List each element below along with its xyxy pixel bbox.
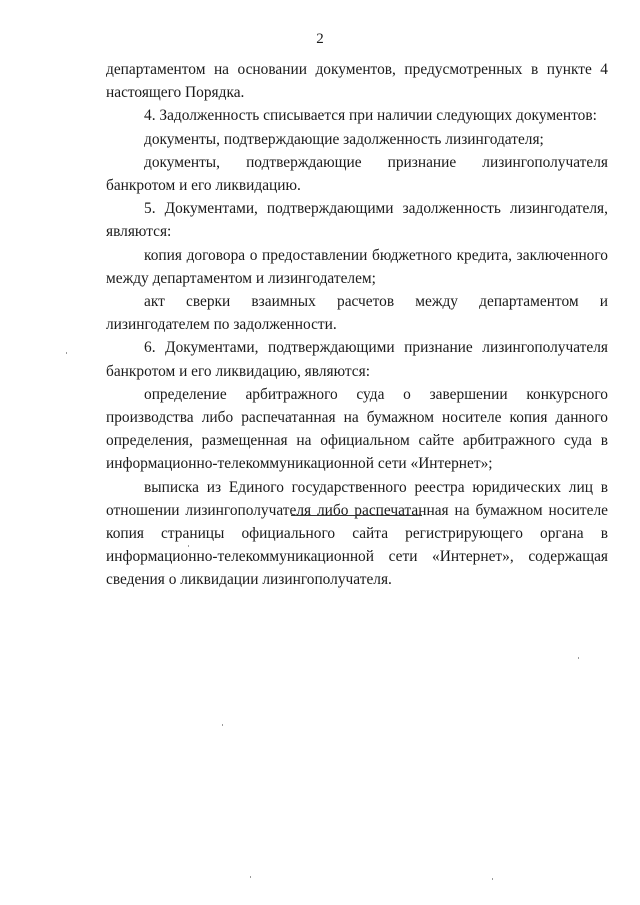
paragraph-continuation: департаментом на основании документов, предусмотренных в пункте 4 настоящего Порядка. — [106, 61, 608, 102]
scan-speck — [492, 878, 493, 880]
document-body — [106, 58, 608, 592]
paragraph-item-6: 6. Документами, подтверждающими признание лизингополучателя банкротом и его ликвидацию, являются: — [106, 339, 608, 380]
scan-speck — [188, 545, 189, 547]
end-separator-line — [291, 515, 422, 516]
paragraph-item-4-doc-2: документы, подтверждающие признание лизингополучателя банкротом и его ликвидацию. — [106, 153, 608, 195]
scan-speck — [222, 724, 223, 726]
paragraph-item-6-doc-1: определение арбитражного суда о завершении конкурсного производства либо распечатанная на бумажном носителе копия данного определения, размещенная на официальном сайте арбитражного суда в информационно-телекоммуникационной сети «Интернет»; — [106, 385, 608, 473]
page-number: 2 — [316, 31, 324, 47]
paragraph-item-5-doc-2: акт сверки взаимных расчетов между департаментом и лизингодателем по задолженности. — [106, 293, 608, 334]
scan-speck — [578, 657, 579, 659]
paragraph-item-5: 5. Документами, подтверждающими задолженность лизингодателя, являются: — [106, 200, 608, 241]
scan-speck — [66, 352, 67, 354]
scan-speck — [250, 876, 251, 878]
paragraph-item-6-doc-2: выписка из Единого государственного реестра юридических лиц в отношении лизингополучателя либо распечатанная на бумажном носителе копия страницы официального сайта регистрирующего органа в информационно-телекоммуникационной сети «Интернет», содержащая сведения о ликвидации лизингополучателя. — [106, 478, 608, 589]
paragraph-item-4-doc-1: документы, подтверждающие задолженность лизингодателя; — [144, 130, 544, 148]
paragraph-item-5-doc-1: копия договора о предоставлении бюджетного кредита, заключенного между департаментом и лизингодателем; — [106, 246, 608, 287]
paragraph-item-4: 4. Задолженность списывается при наличии следующих документов: — [144, 107, 597, 125]
